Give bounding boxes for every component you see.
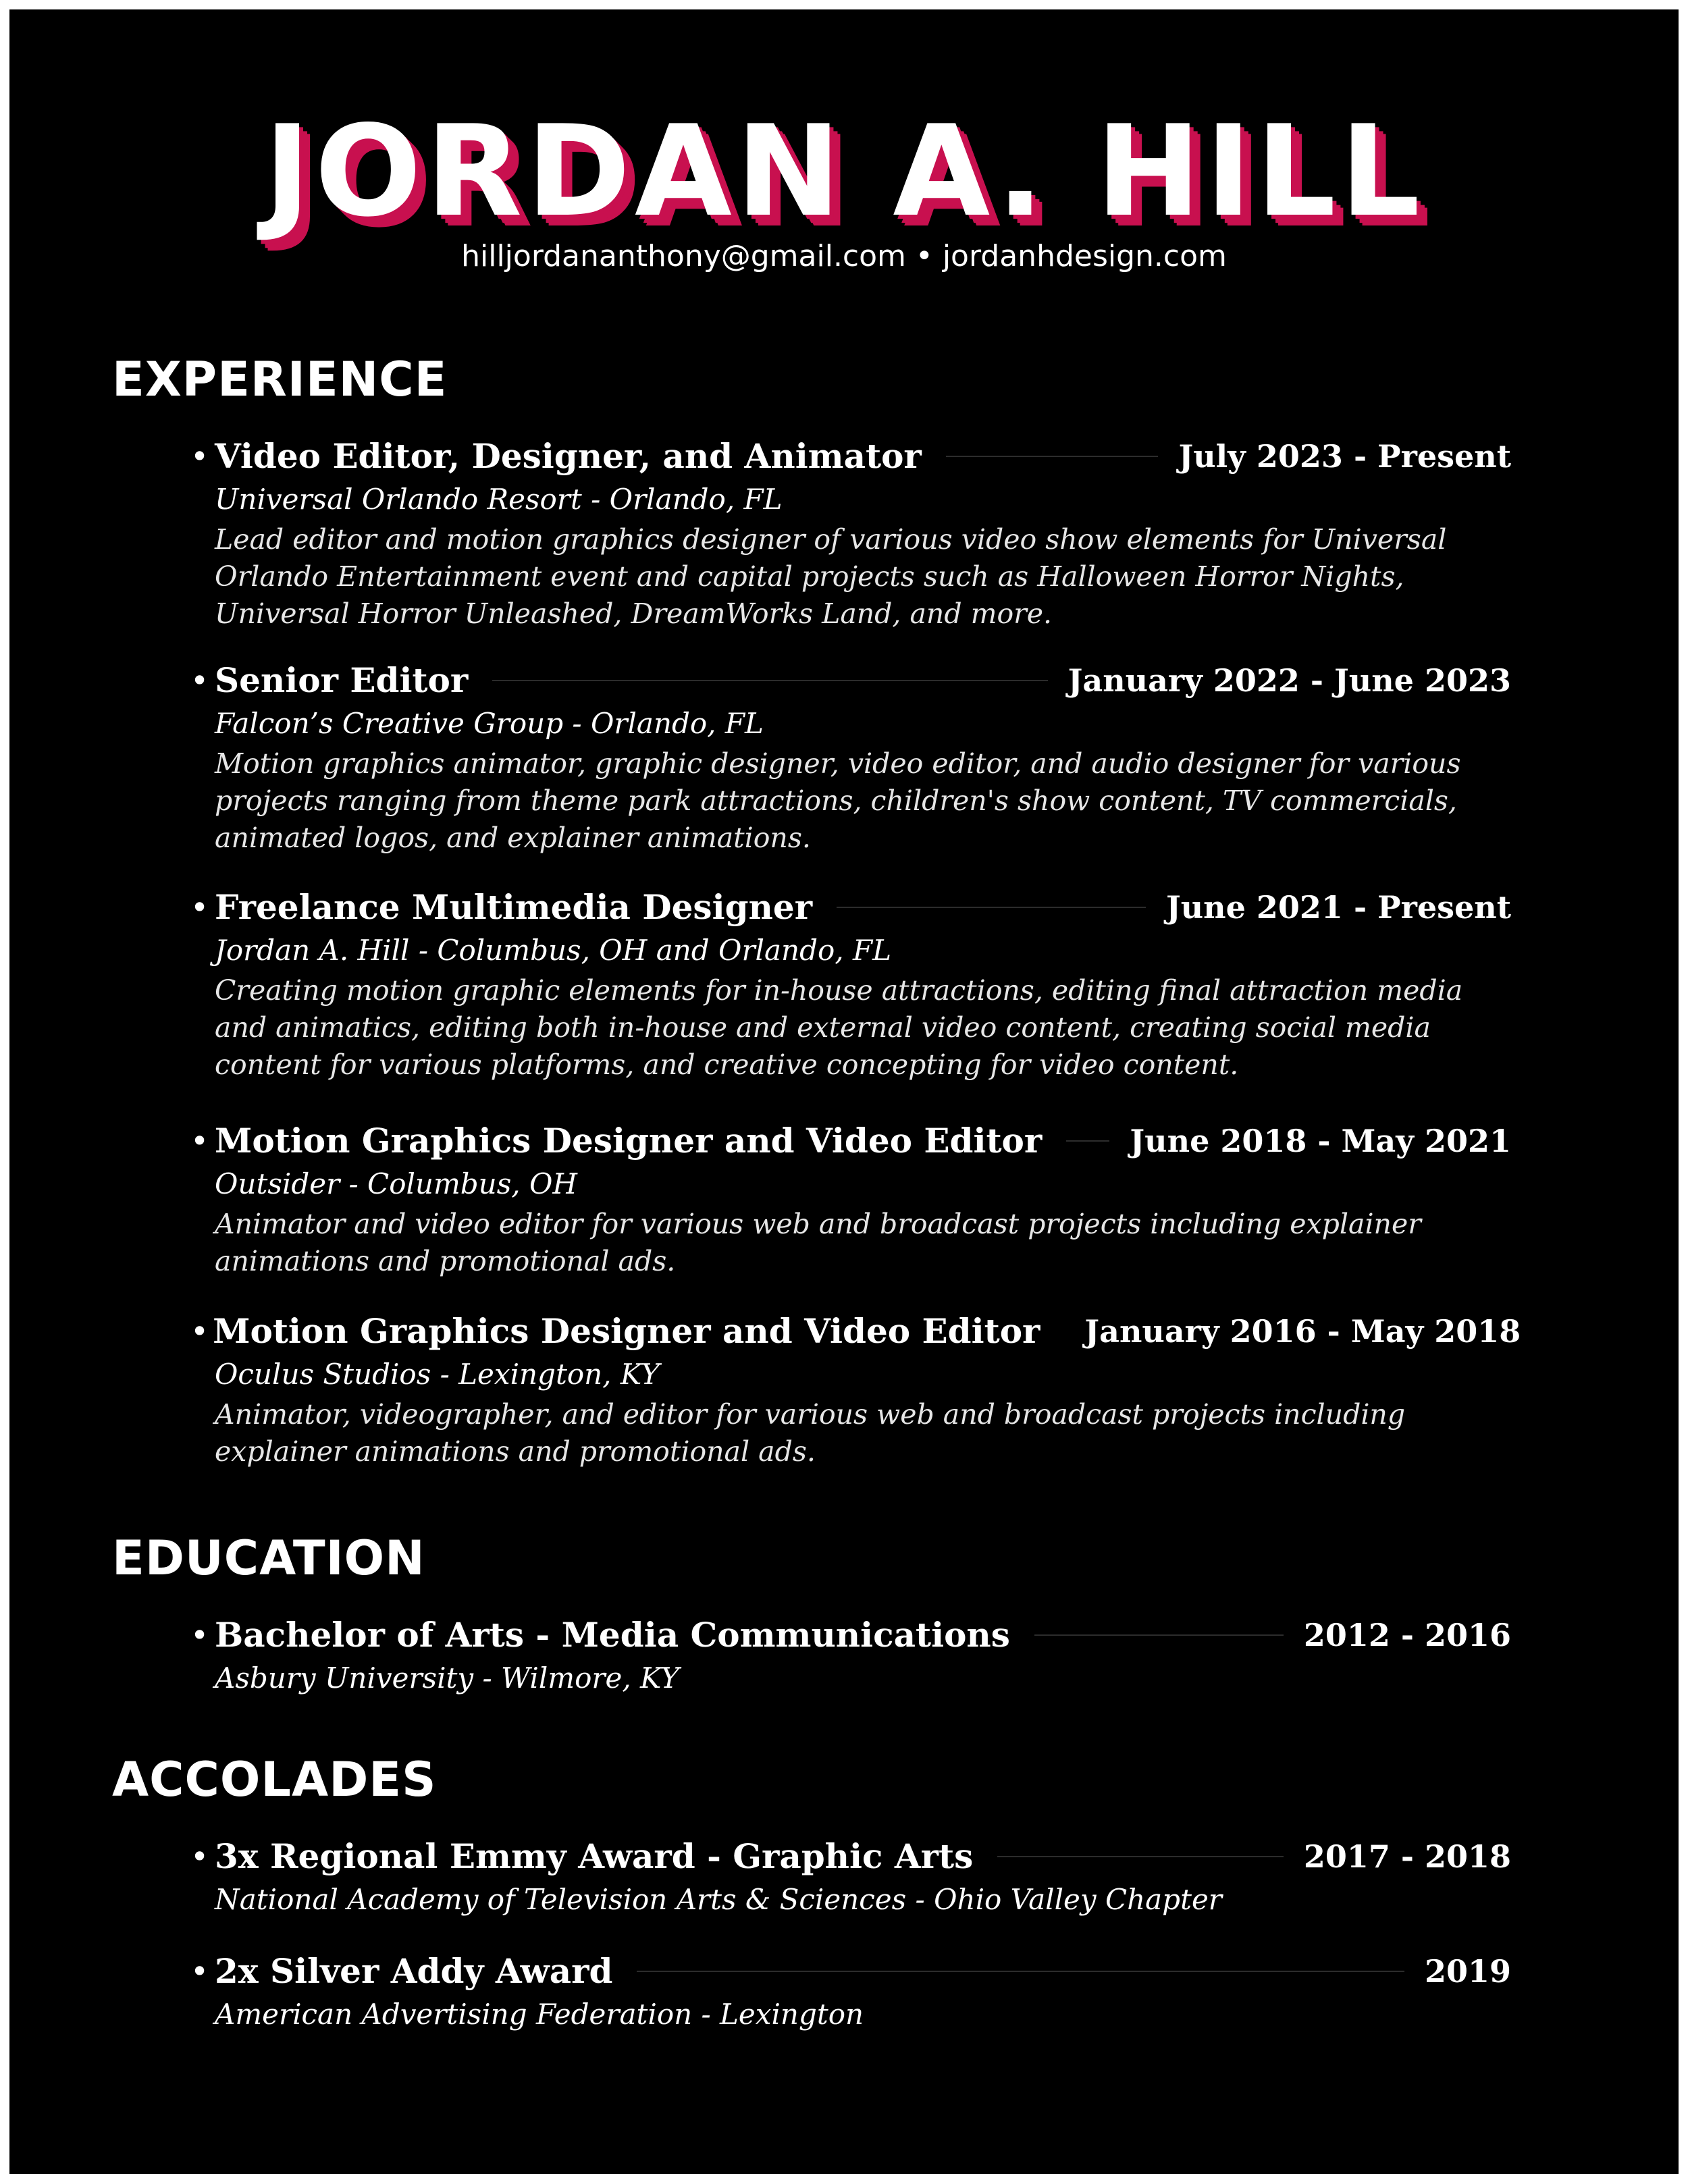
- entry-date: June 2018 - May 2021: [1130, 1123, 1511, 1159]
- entry-title: Bachelor of Arts - Media Communications: [215, 1615, 1010, 1655]
- resume-sheet: [9, 9, 1679, 2174]
- entry-description: Animator and video editor for various web and broadcast projects including explainer animations and promotional ads.: [215, 1208, 1421, 1277]
- entry-description: Creating motion graphic elements for in-house attractions, editing final attraction media and animatics, editing both in-house and external video content, creating social media content for various platforms, and creative concepting for video content.: [215, 974, 1463, 1081]
- experience-entry: [180, 1307, 1521, 1470]
- bullet: •: [190, 1838, 209, 1875]
- section-title-experience: EXPERIENCE: [112, 352, 448, 407]
- entry-organization: Falcon’s Creative Group - Orlando, FL: [215, 707, 764, 740]
- experience-entry: [180, 883, 1511, 1084]
- leader-rule: [946, 456, 1159, 457]
- entry-organization: Jordan A. Hill - Columbus, OH and Orlando, FL: [215, 934, 891, 967]
- entry-title: Senior Editor: [215, 660, 469, 700]
- experience-entry: [180, 432, 1511, 633]
- entry-title: Freelance Multimedia Designer: [215, 887, 813, 927]
- section-title-education: EDUCATION: [112, 1530, 425, 1586]
- entry-description: Motion graphics animator, graphic designer, video editor, and audio designer for various projects ranging from theme park attractions, children's show content, TV commercials, animated logos, and explainer animations.: [215, 747, 1461, 854]
- leader-rule: [997, 1856, 1284, 1857]
- entry-title: 3x Regional Emmy Award - Graphic Arts: [215, 1836, 974, 1876]
- entry-date: June 2021 - Present: [1165, 889, 1511, 926]
- leader-rule: [1066, 1140, 1109, 1142]
- accolade-entry: [180, 1947, 1511, 2033]
- bullet: •: [190, 438, 209, 475]
- bullet: •: [190, 889, 209, 926]
- entry-description: Lead editor and motion graphics designer of various video show elements for Universal Orlando Entertainment event and capital projects such as Halloween Horror Nights, Universal Horror Unleashed, DreamWorks Land, and more.: [215, 523, 1447, 630]
- entry-date: July 2023 - Present: [1178, 438, 1511, 475]
- leader-rule: [637, 1971, 1404, 1972]
- entry-title: Video Editor, Designer, and Animator: [215, 436, 922, 476]
- bullet: •: [190, 662, 209, 699]
- entry-title: 2x Silver Addy Award: [215, 1951, 613, 1991]
- entry-date: 2019: [1424, 1953, 1511, 1990]
- experience-entry: [180, 1117, 1511, 1280]
- bullet: •: [190, 1953, 209, 1990]
- leader-rule: [837, 907, 1146, 908]
- entry-title: Motion Graphics Designer and Video Editor: [215, 1121, 1043, 1161]
- education-entry: [180, 1611, 1511, 1697]
- entry-organization: Universal Orlando Resort - Orlando, FL: [215, 483, 783, 516]
- leader-rule: [492, 680, 1047, 681]
- entry-description: Animator, videographer, and editor for various web and broadcast projects including explainer animations and promotional ads.: [215, 1398, 1406, 1468]
- entry-organization: National Academy of Television Arts & Sciences - Ohio Valley Chapter: [215, 1883, 1222, 1916]
- candidate-name: JORDAN A. HILL: [263, 98, 1425, 244]
- entry-organization: Oculus Studios - Lexington, KY: [215, 1358, 660, 1391]
- entry-organization: Outsider - Columbus, OH: [215, 1167, 578, 1200]
- entry-organization: Asbury University - Wilmore, KY: [215, 1661, 680, 1695]
- experience-entry: [180, 656, 1511, 857]
- entry-organization: American Advertising Federation - Lexington: [215, 1998, 864, 2031]
- entry-date: January 2022 - June 2023: [1067, 662, 1511, 699]
- contact-line: hilljordananthony@gmail.com • jordanhdesign.com: [461, 239, 1227, 273]
- section-title-accolades: ACCOLADES: [112, 1752, 437, 1807]
- bullet: •: [190, 1123, 209, 1159]
- bullet: •: [190, 1617, 209, 1653]
- entry-date: 2017 - 2018: [1303, 1838, 1511, 1875]
- entry-date: January 2016 - May 2018: [1084, 1313, 1521, 1350]
- entry-title: Motion Graphics Designer and Video Editor: [213, 1311, 1040, 1351]
- accolade-entry: [180, 1832, 1511, 1919]
- entry-date: 2012 - 2016: [1303, 1617, 1511, 1653]
- leader-rule: [1034, 1634, 1284, 1636]
- bullet: •: [190, 1313, 209, 1350]
